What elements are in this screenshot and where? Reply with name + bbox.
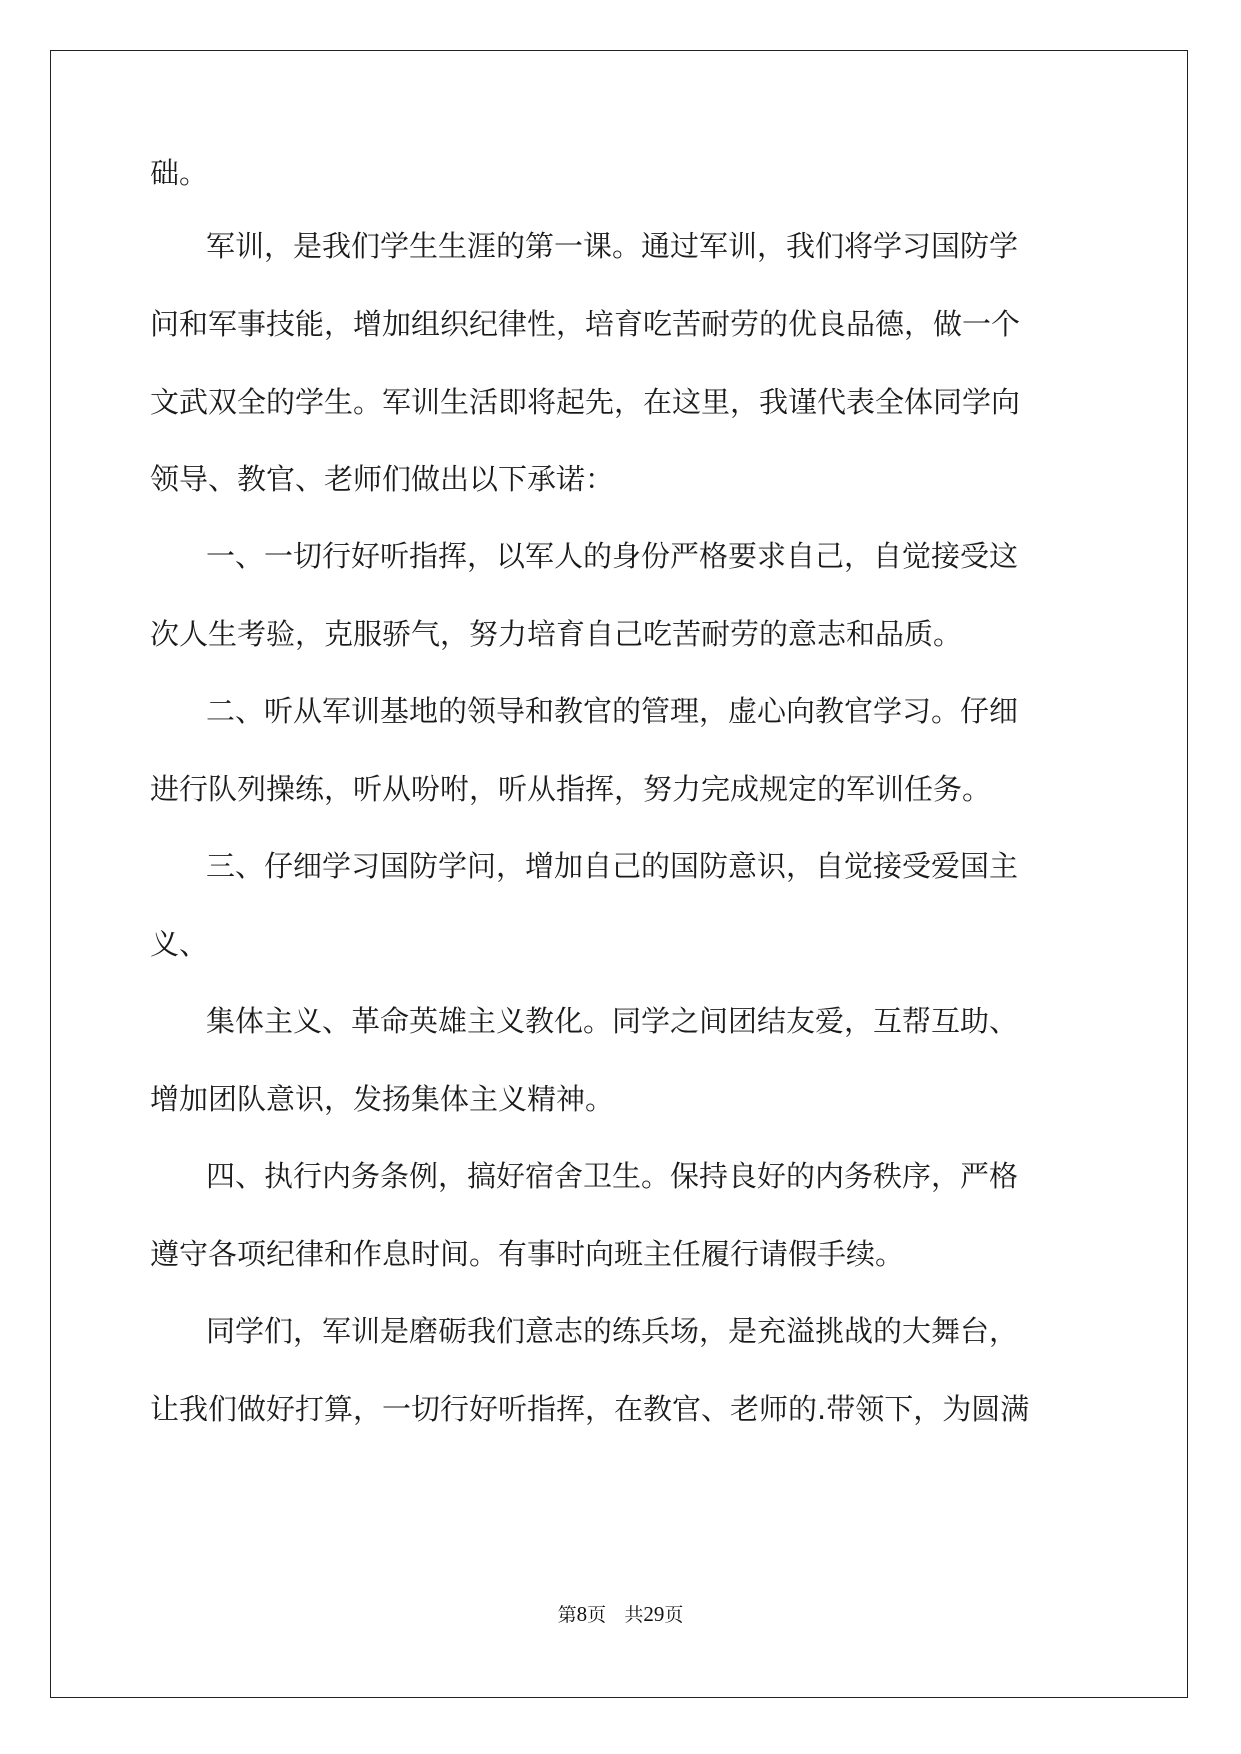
text-line: 遵守各项纪律和作息时间。有事时向班主任履行请假手续。 <box>150 1237 905 1271</box>
text-line: 同学们，军训是磨砺我们意志的练兵场，是充溢挑战的大舞台， <box>206 1314 1019 1348</box>
page-prefix: 第 <box>557 1604 577 1626</box>
page-suffix: 页 <box>587 1604 607 1626</box>
text-line: 二、听从军训基地的领导和教官的管理，虚心向教官学习。仔细 <box>206 694 1019 728</box>
total-suffix: 页 <box>664 1604 684 1626</box>
text-line: 军训，是我们学生生涯的第一课。通过军训，我们将学习国防学 <box>206 229 1019 263</box>
text-line: 进行队列操练，听从吩咐，听从指挥，努力完成规定的军训任务。 <box>150 772 992 806</box>
text-line: 一、一切行好听指挥，以军人的身份严格要求自己，自觉接受这 <box>206 539 1019 573</box>
page-footer <box>0 1600 1241 1627</box>
text-line: 义、 <box>150 927 209 961</box>
text-line: 让我们做好打算，一切行好听指挥，在教官、老师的.带领下，为圆满 <box>150 1392 1030 1426</box>
text-line: 领导、教官、老师们做出以下承诺： <box>150 462 615 496</box>
text-line: 础。 <box>150 156 209 190</box>
text-line: 次人生考验，克服骄气，努力培育自己吃苦耐劳的意志和品质。 <box>150 617 963 651</box>
text-line: 四、执行内务条例，搞好宿舍卫生。保持良好的内务秩序，严格 <box>206 1159 1019 1193</box>
page-number: 8 <box>576 1602 588 1626</box>
text-line: 增加团队意识，发扬集体主义精神。 <box>150 1082 615 1116</box>
text-line: 三、仔细学习国防学问，增加自己的国防意识，自觉接受爱国主 <box>206 849 1019 883</box>
text-line: 文武双全的学生。军训生活即将起先，在这里，我谨代表全体同学向 <box>150 385 1021 419</box>
total-pages: 29 <box>643 1602 665 1626</box>
total-prefix: 共 <box>624 1604 644 1626</box>
text-line: 集体主义、革命英雄主义教化。同学之间团结友爱，互帮互助、 <box>206 1004 1019 1038</box>
text-line: 问和军事技能，增加组织纪律性，培育吃苦耐劳的优良品德，做一个 <box>150 307 1021 341</box>
